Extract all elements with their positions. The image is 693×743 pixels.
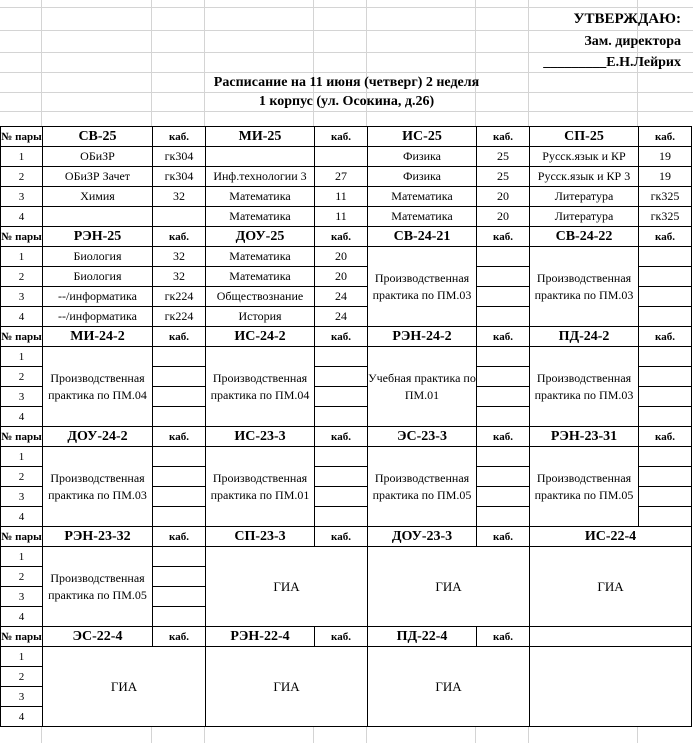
group-header: РЭН-23-32 [43,527,153,547]
room-cell [315,467,368,487]
room-cell [477,507,530,527]
room-cell [153,347,206,367]
room-cell: 24 [315,287,368,307]
room-cell: 19 [639,147,692,167]
room-cell [315,367,368,387]
pair-number: 1 [1,547,43,567]
room-cell [315,487,368,507]
subject-cell: Биология [43,247,153,267]
room-cell [639,267,692,287]
approval-signature: _________Е.Н.Лейрих [543,55,681,70]
room-cell [153,207,206,227]
room-header: каб. [153,627,206,647]
room-cell [639,487,692,507]
pair-number: 2 [1,167,43,187]
room-header: каб. [477,327,530,347]
practice-cell: Учебная практика по ПМ.01 [368,347,477,427]
practice-cell: Производственная практика по ПМ.04 [206,347,315,427]
pair-number: 4 [1,407,43,427]
approval-position: Зам. директора [584,34,681,49]
group-header: РЭН-24-2 [368,327,477,347]
subject-cell: Инф.технологии 3 [206,167,315,187]
group-header: СП-25 [530,127,639,147]
grid-row-line [0,92,693,93]
group-header: ИС-22-4 [530,527,692,547]
grid-row-line [0,7,693,8]
schedule-subtitle: 1 корпус (ул. Осокина, д.26) [258,94,435,109]
room-cell: 24 [315,307,368,327]
lesson-row [1,247,692,267]
room-header: каб. [639,327,692,347]
room-cell [477,487,530,507]
room-header: каб. [477,427,530,447]
room-cell [477,287,530,307]
practice-cell: Производственная практика по ПМ.03 [43,447,153,527]
room-cell: 20 [315,267,368,287]
subject-cell: Математика [368,207,477,227]
group-header: МИ-24-2 [43,327,153,347]
pair-number: 3 [1,187,43,207]
group-header: ИС-25 [368,127,477,147]
practice-cell: Производственная практика по ПМ.01 [206,447,315,527]
room-cell [639,247,692,267]
empty-header-cell [530,627,692,647]
lesson-row [1,147,692,167]
group-header: ДОУ-23-3 [368,527,477,547]
gia-cell: ГИА [43,647,206,727]
subject-cell: Физика [368,167,477,187]
room-cell: гк325 [639,187,692,207]
room-cell [639,367,692,387]
pair-number-header: № пары [1,227,43,247]
room-header: каб. [153,127,206,147]
lesson-row [1,167,692,187]
room-cell [153,507,206,527]
subject-cell: Литература [530,207,639,227]
room-header: каб. [315,527,368,547]
gia-cell: ГИА [206,547,368,627]
room-cell [639,287,692,307]
room-cell: гк325 [639,207,692,227]
room-header: каб. [477,527,530,547]
group-header: ИС-23-3 [206,427,315,447]
room-cell [153,467,206,487]
group-header: СП-23-3 [206,527,315,547]
room-cell [639,307,692,327]
room-cell: гк224 [153,307,206,327]
room-cell: гк224 [153,287,206,307]
group-header: СВ-24-21 [368,227,477,247]
subject-cell: Литература [530,187,639,207]
subject-cell: --/информатика [43,307,153,327]
pair-number: 1 [1,347,43,367]
room-cell: 20 [477,187,530,207]
pair-number: 2 [1,367,43,387]
group-header: ЭС-23-3 [368,427,477,447]
room-cell [639,467,692,487]
subject-cell [206,147,315,167]
room-cell: 11 [315,187,368,207]
pair-number-header: № пары [1,127,43,147]
practice-cell: Производственная практика по ПМ.05 [368,447,477,527]
room-cell [477,447,530,467]
subject-cell: Химия [43,187,153,207]
group-header: ИС-24-2 [206,327,315,347]
room-cell: 32 [153,187,206,207]
room-header: каб. [153,527,206,547]
gia-cell: ГИА [368,547,530,627]
pair-number: 4 [1,307,43,327]
room-cell: 32 [153,247,206,267]
room-header: каб. [153,327,206,347]
lesson-row [1,647,692,667]
block-header-row [1,527,692,547]
room-cell [153,407,206,427]
room-header: каб. [153,227,206,247]
gia-cell: ГИА [530,547,692,627]
block-header-row [1,427,692,447]
room-cell [639,347,692,367]
room-cell [477,347,530,367]
pair-number: 4 [1,207,43,227]
group-header: СВ-25 [43,127,153,147]
pair-number: 3 [1,587,43,607]
pair-number: 2 [1,267,43,287]
room-cell [153,607,206,627]
group-header: ДОУ-24-2 [43,427,153,447]
room-cell: 27 [315,167,368,187]
subject-cell: Биология [43,267,153,287]
room-cell [477,387,530,407]
subject-cell: Математика [206,267,315,287]
room-cell [153,487,206,507]
room-cell: 19 [639,167,692,187]
lesson-row [1,187,692,207]
subject-cell: Русск.язык и КР [530,147,639,167]
subject-cell: ОБиЗР Зачет [43,167,153,187]
room-cell [477,307,530,327]
room-cell [315,347,368,367]
grid-row-line [0,72,693,73]
room-cell [153,547,206,567]
schedule-title: Расписание на 11 июня (четверг) 2 неделя [213,75,480,90]
pair-number-header: № пары [1,327,43,347]
room-cell: 25 [477,167,530,187]
room-cell [477,407,530,427]
room-cell [153,587,206,607]
room-cell [477,267,530,287]
pair-number: 3 [1,487,43,507]
room-cell [639,407,692,427]
pair-number-header: № пары [1,527,43,547]
group-header: МИ-25 [206,127,315,147]
room-header: каб. [153,427,206,447]
block-header-row [1,227,692,247]
gia-cell: ГИА [368,647,530,727]
group-header: РЭН-22-4 [206,627,315,647]
room-cell [639,387,692,407]
pair-number: 2 [1,667,43,687]
room-header: каб. [477,227,530,247]
subject-cell: ОБиЗР [43,147,153,167]
pair-number: 1 [1,247,43,267]
room-cell [315,147,368,167]
pair-number: 3 [1,387,43,407]
subject-cell: Математика [206,207,315,227]
block-header-row [1,627,692,647]
room-header: каб. [315,227,368,247]
lesson-row [1,347,692,367]
approval-title: УТВЕРЖДАЮ: [573,11,681,27]
pair-number-header: № пары [1,427,43,447]
grid-row-line [0,52,693,53]
group-header: ПД-24-2 [530,327,639,347]
pair-number: 4 [1,507,43,527]
room-cell [315,507,368,527]
room-cell [477,367,530,387]
room-cell [315,387,368,407]
lesson-row [1,207,692,227]
subject-cell: Физика [368,147,477,167]
room-cell: 20 [315,247,368,267]
pair-number: 1 [1,647,43,667]
room-cell [639,507,692,527]
practice-cell: Производственная практика по ПМ.04 [43,347,153,427]
room-cell [153,367,206,387]
room-header: каб. [639,227,692,247]
gia-cell: ГИА [206,647,368,727]
pair-number: 1 [1,447,43,467]
room-cell [153,447,206,467]
subject-cell: Обществознание [206,287,315,307]
room-cell [315,407,368,427]
room-cell [477,247,530,267]
group-header: РЭН-23-31 [530,427,639,447]
room-header: каб. [315,627,368,647]
subject-cell: Русск.язык и КР 3 [530,167,639,187]
room-cell: 20 [477,207,530,227]
pair-number: 4 [1,607,43,627]
group-header: ЭС-22-4 [43,627,153,647]
room-header: каб. [315,427,368,447]
pair-number: 3 [1,287,43,307]
room-cell [315,447,368,467]
lesson-row [1,547,692,567]
pair-number: 2 [1,467,43,487]
subject-cell: Математика [206,187,315,207]
room-cell: гк304 [153,147,206,167]
pair-number: 3 [1,687,43,707]
pair-number: 1 [1,147,43,167]
practice-cell: Производственная практика по ПМ.03 [530,247,639,327]
room-header: каб. [477,627,530,647]
group-header: СВ-24-22 [530,227,639,247]
room-cell: 11 [315,207,368,227]
practice-cell: Производственная практика по ПМ.03 [368,247,477,327]
subject-cell: --/информатика [43,287,153,307]
room-header: каб. [315,327,368,347]
schedule-table [0,126,692,727]
room-header: каб. [477,127,530,147]
group-header: ДОУ-25 [206,227,315,247]
block-header-row [1,327,692,347]
room-header: каб. [315,127,368,147]
subject-cell: История [206,307,315,327]
grid-row-line [0,111,693,112]
pair-number-header: № пары [1,627,43,647]
room-header: каб. [639,127,692,147]
room-header: каб. [639,427,692,447]
room-cell: 32 [153,267,206,287]
practice-cell: Производственная практика по ПМ.03 [530,347,639,427]
subject-cell [43,207,153,227]
grid-row-line [0,30,693,31]
practice-cell: Производственная практика по ПМ.05 [43,547,153,627]
pair-number: 2 [1,567,43,587]
room-cell [153,567,206,587]
group-header: ПД-22-4 [368,627,477,647]
room-cell [477,467,530,487]
practice-cell: Производственная практика по ПМ.05 [530,447,639,527]
room-cell [639,447,692,467]
empty-cell [530,647,692,727]
block-header-row [1,127,692,147]
lesson-row [1,447,692,467]
subject-cell: Математика [206,247,315,267]
room-cell: гк304 [153,167,206,187]
room-cell: 25 [477,147,530,167]
pair-number: 4 [1,707,43,727]
subject-cell: Математика [368,187,477,207]
group-header: РЭН-25 [43,227,153,247]
room-cell [153,387,206,407]
